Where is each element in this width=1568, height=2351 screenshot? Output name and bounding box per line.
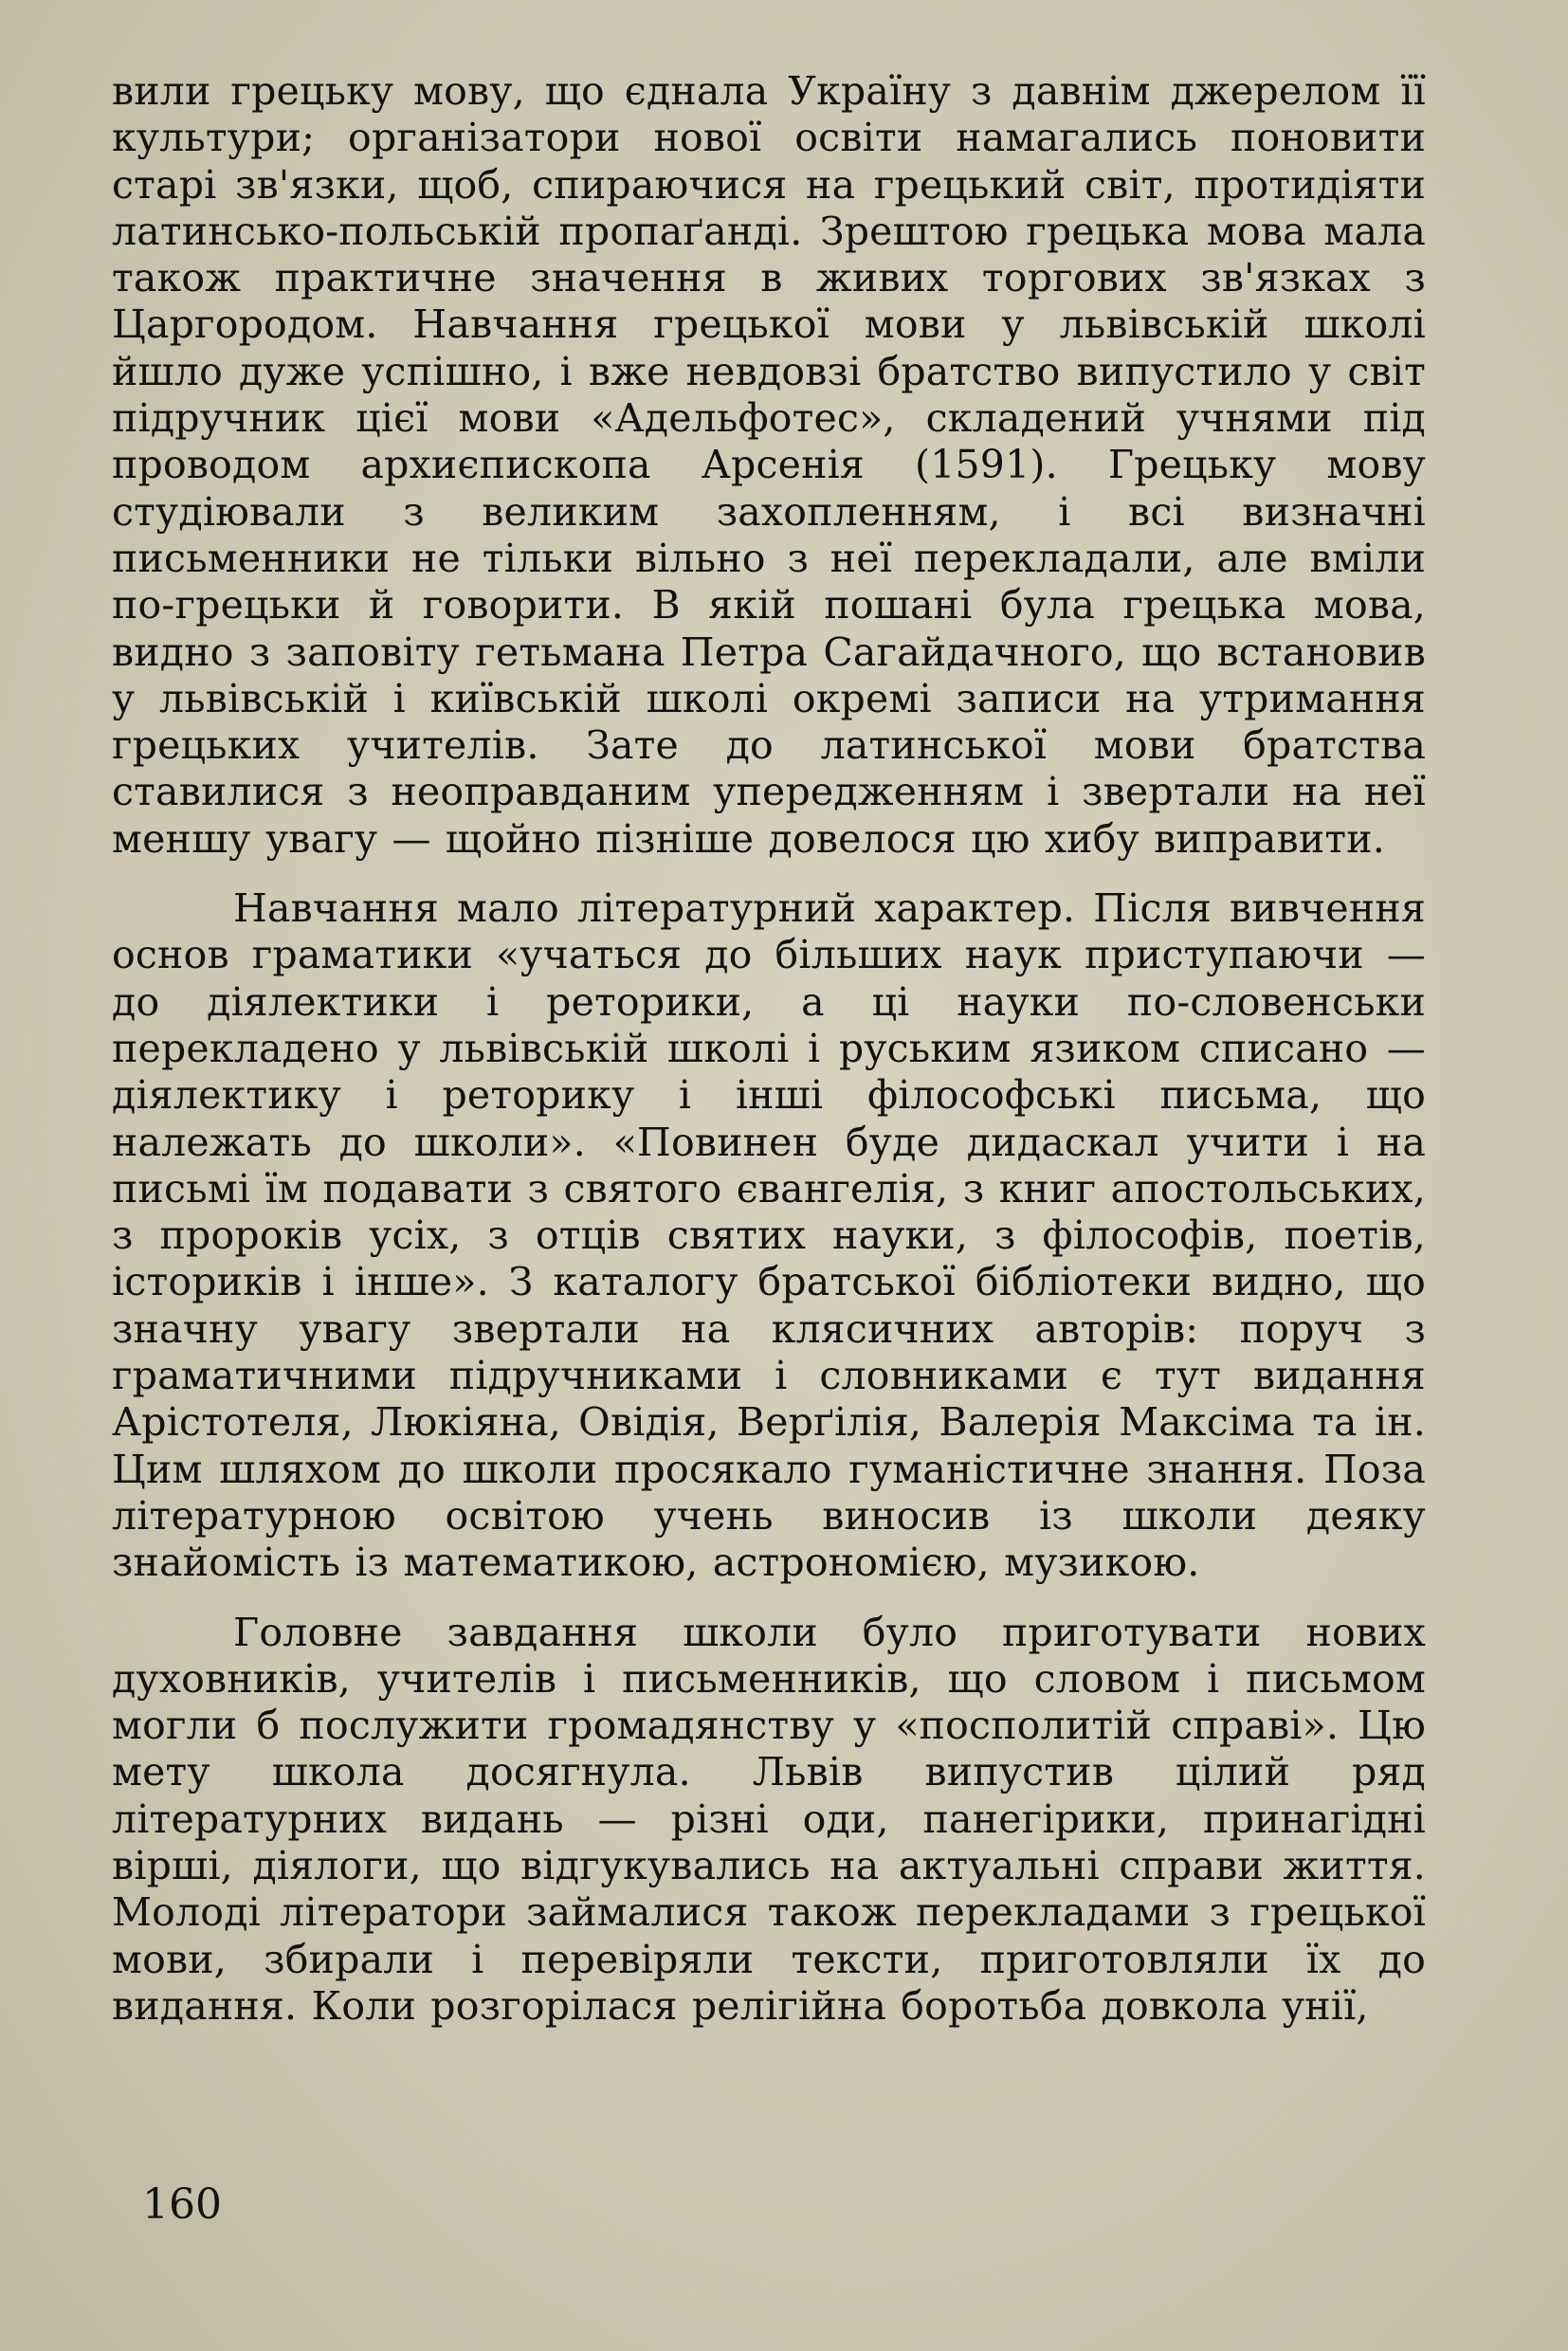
paragraph-literary-education: Навчання мало літературний характер. Після вивчення основ граматики «учаться до більших наук приступаючи — до діялектики і реторики, а ці науки по-словенськи перекладено у львівській школі і руським язиком списано — діялектику і реторику і інші філософські письма, що належать до школи». «Повинен буде дидаскал учити і на письмі їм подавати з святого євангелія, з книг апостольських, з пророків усіх, з отців святих науки, з філософів, поетів, істориків і інше». З каталогу братської бібліотеки видно, що значну увагу звертали на клясичних авторів: поруч з граматичними підручниками і словниками є тут видання Арістотеля, Люкіяна, Овідія, Верґілія, Валерія Максіма та ін. Цим шляхом до школи просякало гуманістичне знання. Поза літературною освітою учень виносив із школи деяку знайомість із математикою, астрономією, музикою.	[112, 885, 1426, 1586]
page-number: 160	[142, 2180, 222, 2229]
page-text-block	[112, 68, 1426, 2030]
paragraph-greek-language: вили грецьку мову, що єднала Україну з давнім джерелом її культури; організатори нової освіти намагались поновити старі зв'язки, щоб, спираючися на грецький світ, протидіяти латинсько-польській пропаґанді. Зрештою грецька мова мала також практичне значення в живих торгових зв'язках з Царгородом. Навчання грецької мови у львівській школі йшло дуже успішно, і вже невдовзі братство випустило у світ підручник цієї мови «Адельфотес», складений учнями під проводом архиєпископа Арсенія (1591). Грецьку мову студіювали з великим захопленням, і всі визначні письменники не тільки вільно з неї перекладали, але вміли по-грецьки й говорити. В якій пошані була грецька мова, видно з заповіту гетьмана Петра Сагайдачного, що встановив у львівській і київській школі окремі записи на утримання грецьких учителів. Зате до латинської мови братства ставилися з неоправданим упередженням і звертали на неї меншу увагу — щойно пізніше довелося цю хибу виправити.	[112, 68, 1426, 862]
paragraph-school-mission: Головне завдання школи було приготувати нових духовників, учителів і письменників, що словом і письмом могли б послужити громадянству у «посполитій справі». Цю мету школа досягнула. Львів випустив цілий ряд літературних видань — різні оди, панегірики, принагідні вірші, діялоги, що відгукувались на актуальні справи життя. Молоді літератори займалися також перекладами з грецької мови, збирали і перевіряли тексти, приготовляли їх до видання. Коли розгорілася релігійна боротьба довкола унії,	[112, 1609, 1426, 2029]
